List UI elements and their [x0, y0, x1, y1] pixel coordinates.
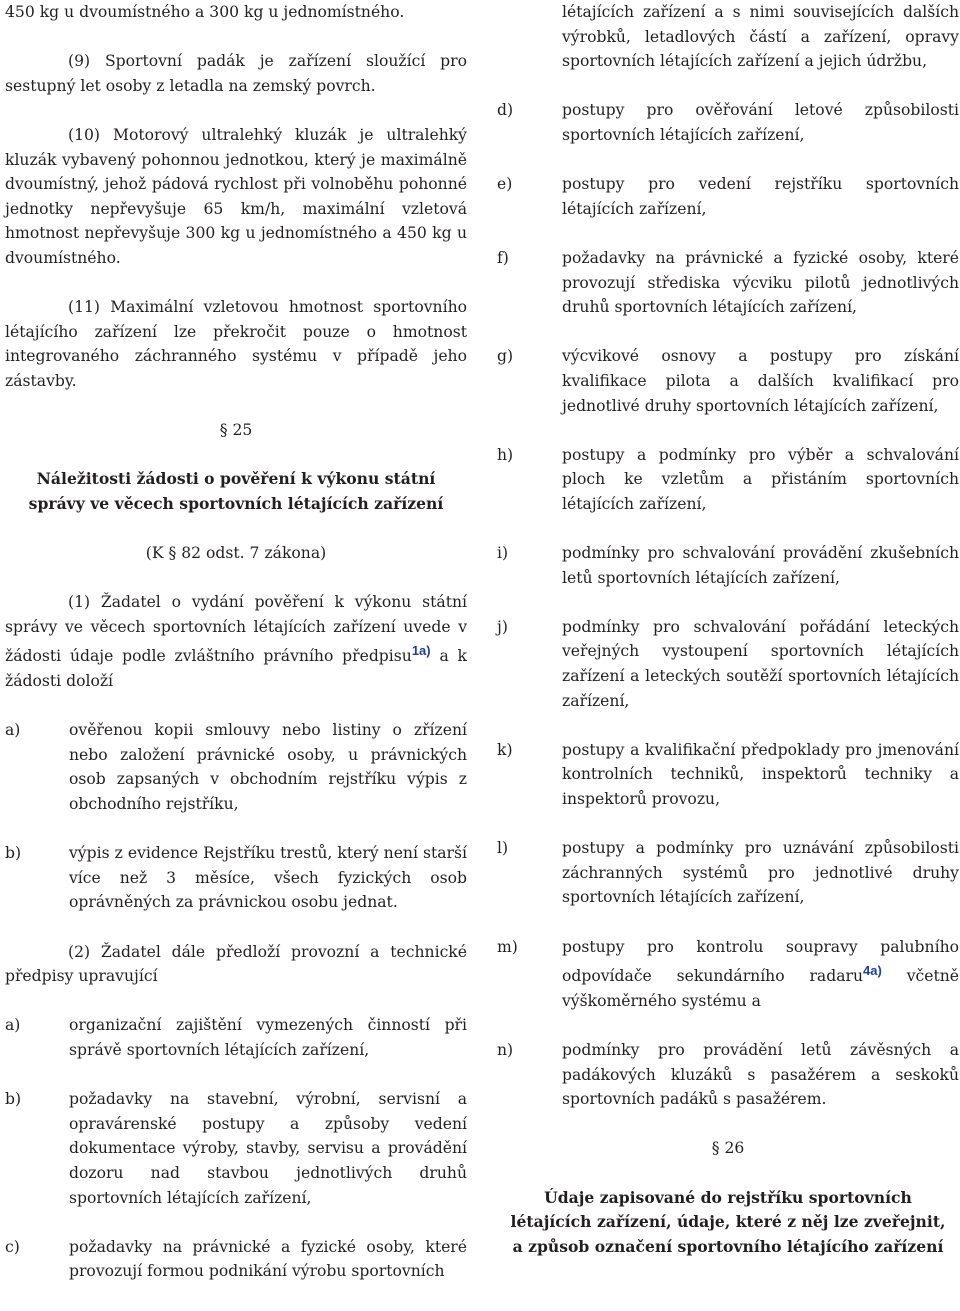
footnote-ref-1a[interactable]: 1a)	[411, 643, 431, 659]
section-title-26: Údaje zapisované do rejstříku sportovních létajících zařízení, údaje, které z něj lze zveřejnit, a způsob označení sportovního létajícího zařízení	[510, 1187, 946, 1256]
list-item-m-text: postupy pro kontrolu soupravy palubního odpovídače sekundárního radaru	[562, 937, 959, 986]
list-item	[5, 718, 467, 816]
paragraph-10: (10) Motorový ultralehký kluzák je ultralehký kluzák vybavený pohonnou jednotkou, který je maximálně dvoumístný, jehož pádová rychlost při volnoběhu pohonné jednotky nepřevyšuje 65 km/h, maximální vzletová hmotnost nepřevyšuje 300 kg u jednomístného a 450 kg u dvoumístného.	[5, 125, 467, 267]
list-item-text: požadavky na právnické a fyzické osoby, které provozují formou podnikání výrobu sportovních	[69, 1237, 467, 1281]
list-item	[497, 172, 959, 221]
section-number-25: § 25	[219, 421, 253, 440]
list-item-marker: c)	[5, 1237, 20, 1256]
list-item-m-tail: včetně výškoměrného systému a	[562, 967, 959, 1010]
section-number-26: § 26	[711, 1139, 745, 1158]
list-item-text: podmínky pro provádění letů závěsných a padákových kluzáků s pasažérem a seskoků sportovních padáků s pasažérem.	[562, 1040, 959, 1109]
list-item-marker-empty	[497, 0, 562, 74]
list-item	[497, 246, 959, 320]
list-item-marker: k)	[497, 740, 513, 759]
list-item-marker: f)	[497, 248, 509, 267]
list-item-marker: e)	[497, 175, 513, 194]
list-item-text: výpis z evidence Rejstříku trestů, který není starší více než 3 měsíce, všech fyzických osob oprávněných za právnickou osobu jednat.	[69, 844, 467, 912]
list-item	[497, 935, 959, 1014]
list-item	[497, 541, 959, 590]
list-item-marker: l)	[497, 839, 509, 858]
footnote-ref-4a[interactable]: 4a)	[863, 963, 882, 979]
paragraph-11: (11) Maximální vzletovou hmotnost sportovního létajícího zařízení lze překročit pouze o hmotnost integrovaného záchranného systému v případě jeho zástavby.	[5, 298, 467, 390]
list-item-text: organizační zajištění vymezených činností při správě sportovních létajících zařízení,	[69, 1016, 467, 1059]
section-title-25: Náležitosti žádosti o pověření k výkonu státní správy ve věcech sportovních létajících zařízení	[28, 469, 444, 513]
list-item-text: výcvikové osnovy a postupy pro získání kvalifikace pilota a dalších kvalifikací pro jednotlivé druhy sportovních létajících zařízení,	[562, 347, 959, 415]
paragraph-1-text: (1) Žadatel o vydání pověření k výkonu státní správy ve věcech sportovních létajících zařízení uvede v žádosti údaje podle zvláštního právního předpisu	[5, 593, 467, 666]
list-item-text: postupy pro ověřování letové způsobilosti sportovních létajících zařízení,	[562, 101, 959, 144]
list-item	[497, 836, 959, 910]
list-item	[5, 1013, 467, 1062]
list-item-text	[562, 935, 959, 1014]
list-item-marker: a)	[5, 1016, 21, 1035]
paragraph-9: (9) Sportovní padák je zařízení sloužící pro sestupný let osoby z letadla na zemský povrch.	[5, 52, 467, 95]
list-item-text: podmínky pro schvalování pořádání leteckých veřejných vystoupení sportovních létajících zařízení a leteckých soutěží sportovních létajících zařízení,	[562, 617, 959, 710]
list-item-marker: i)	[497, 544, 509, 563]
list-item	[497, 344, 959, 418]
list-item	[497, 615, 959, 713]
list-item-marker: g)	[497, 347, 514, 366]
list-item-text: postupy a podmínky pro výběr a schvalování ploch ke vzletům a přistáním sportovních létajících zařízení,	[562, 445, 959, 513]
list-item-marker: a)	[5, 721, 21, 740]
paragraph-1-tail: a k žádosti doloží	[5, 647, 467, 691]
list-item-continuation	[497, 0, 959, 74]
list-item-marker: b)	[5, 844, 22, 863]
list-item	[497, 1038, 959, 1112]
list-item-text: postupy a podmínky pro uznávání způsobilosti záchranných systémů pro jednotlivé druhy sportovních létajících zařízení,	[562, 839, 959, 907]
list-item-marker: h)	[497, 445, 514, 464]
list-item-text: postupy pro vedení rejstříku sportovních létajících zařízení,	[562, 175, 959, 218]
left-column	[5, 0, 467, 1308]
list-item-text: požadavky na stavební, výrobní, servisní a opravárenské postupy a způsoby vedení dokumentace výroby, stavby, servisu a provádění dozoru nad stavbou jednotlivých druhů sportovních létajících zařízení,	[69, 1090, 467, 1207]
list-item-marker: b)	[5, 1090, 22, 1109]
list-item	[5, 1235, 467, 1284]
paragraph-2: (2) Žadatel dále předloží provozní a technické předpisy upravující	[5, 942, 467, 986]
list-item-marker: d)	[497, 101, 514, 120]
list-item-text: podmínky pro schvalování provádění zkušebních letů sportovních létajících zařízení,	[562, 544, 959, 587]
list-item-text: postupy a kvalifikační předpoklady pro jmenování kontrolních techniků, inspektorů techniky a inspektorů provozu,	[562, 740, 959, 808]
list-item-marker: m)	[497, 937, 518, 956]
section-legal-reference: (K § 82 odst. 7 zákona)	[145, 544, 327, 563]
paragraph-1	[5, 590, 467, 693]
list-item	[497, 98, 959, 147]
list-item-text: požadavky na právnické a fyzické osoby, které provozují střediska výcviku pilotů jednotlivých druhů sportovních létajících zařízení,	[562, 248, 959, 317]
list-item	[497, 738, 959, 812]
list-item	[5, 841, 467, 915]
list-item-marker: j)	[497, 617, 508, 636]
list-item-text: ověřenou kopii smlouvy nebo listiny o zřízení nebo založení právnické osoby, u právnických osob zapsaných v obchodním rejstříku výpis z obchodního rejstříku,	[69, 721, 467, 813]
list-item-text: létajících zařízení a s nimi souvisejících dalších výrobků, letadlových částí a zařízení, opravy sportovních létajících zařízení a jejich údržbu,	[562, 3, 959, 71]
list-item-marker: n)	[497, 1040, 514, 1059]
list-item	[5, 1087, 467, 1210]
right-column	[497, 0, 959, 1284]
list-item	[497, 443, 959, 517]
paragraph-continuation: 450 kg u dvoumístného a 300 kg u jednomístného.	[5, 3, 405, 21]
